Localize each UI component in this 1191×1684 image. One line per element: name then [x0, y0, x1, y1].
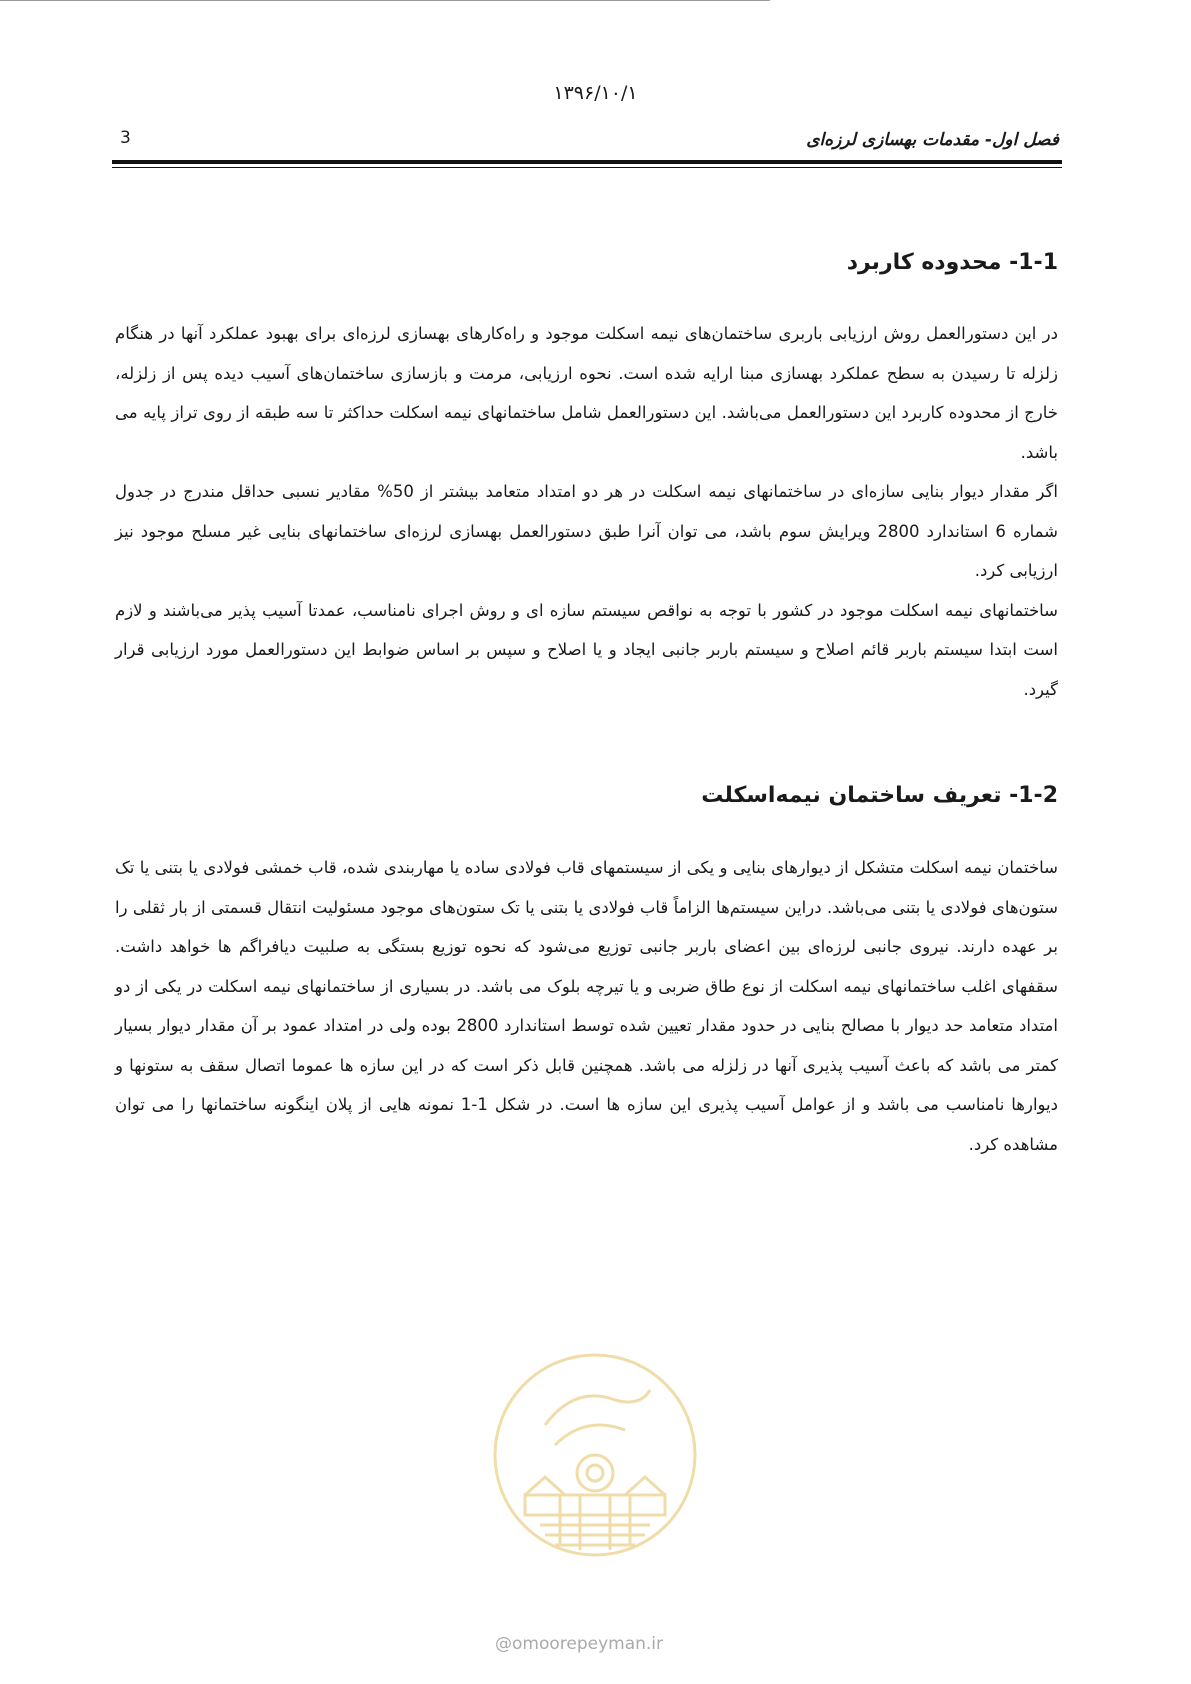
chapter-title: فصل اول- مقدمات بهسازی لرزه‌ای — [806, 130, 1059, 150]
paragraph: در این دستورالعمل روش ارزیابی باربری ساختمان‌های نیمه اسکلت موجود و راه‌کارهای بهسازی لرزه‌ای برای بهبود عملکرد آنها در هنگام زلزله تا رسیدن به سطح عملکرد بهسازی مبنا ارایه شده است. نحوه ارزیابی، مرمت و بازسازی ساختمان‌های آسیب دیده پس از زلزله، خارج از محدوده کاربرد این دستورالعمل می‌باشد. این دستورالعمل شامل ساختمانهای نیمه اسکلت حداکثر تا سه طبقه از روی تراز پایه می باشد. — [115, 324, 1058, 462]
page-number: 3 — [120, 128, 131, 148]
document-date: ۱۳۹۶/۱۰/۱ — [553, 82, 638, 104]
header-rule-thick — [112, 160, 1062, 164]
section-body-scope — [115, 314, 1058, 709]
section-body-definition — [115, 848, 1058, 1164]
watermark-site: @omoorepeyman.ir — [495, 1634, 664, 1654]
paragraph: ساختمان نیمه اسکلت متشکل از دیوارهای بنایی و یکی از سیستمهای قاب فولادی ساده یا مهاربندی شده، قاب خمشی فولادی یا بتنی یا تک ستون‌های فولادی یا بتنی می‌باشد. دراین سیستم‌ها الزاماً قاب فولادی یا بتنی یا تک ستون‌های موجود مسئولیت انتقال قسمتی از بار ثقلی را بر عهده دارند. نیروی جانبی لرزه‌ای بین اعضای باربر جانبی توزیع می‌شود که نحوه توزیع بستگی به صلبیت دیافراگم ها خواهد داشت. سقفهای اغلب ساختمانهای نیمه اسکلت از نوع طاق ضربی و یا تیرچه بلوک می باشد. در بسیاری از ساختمانهای نیمه اسکلت در یکی از دو امتداد متعامد حد دیوار با مصالح بنایی در حدود مقدار تعیین شده توسط استاندارد 2800 بوده ولی در امتداد عمود بر آن مقدار دیوار بسیار کمتر می باشد که باعث آسیب پذیری آنها در زلزله می باشد. همچنین قابل ذکر است که در این سازه ها عموما اتصال سقف به ستونها و دیوارها نامناسب می باشد و از عوامل آسیب پذیری این سازه ها است. در شکل 1-1 نمونه هایی از پلان اینگونه ساختمانها را می توان مشاهده کرد. — [115, 858, 1058, 1154]
watermark-seal-icon — [485, 1345, 705, 1565]
section-heading-definition: 1-2- تعریف ساختمان نیمه‌اسکلت — [701, 783, 1058, 808]
section-heading-scope: 1-1- محدوده کاربرد — [846, 250, 1058, 275]
paragraph: ساختمانهای نیمه اسکلت موجود در کشور با توجه به نواقص سیستم سازه ای و روش اجرای نامناسب، عمدتا آسیب پذیر می‌باشند و لازم است ابتدا سیستم باربر قائم اصلاح و سیستم باربر جانبی ایجاد و یا اصلاح و سپس بر اساس ضوابط این دستورالعمل مورد ارزیابی قرار گیرد. — [115, 600, 1058, 699]
top-border-line — [0, 0, 770, 1]
header-rule-thin — [112, 167, 1062, 168]
paragraph: اگر مقدار دیوار بنایی سازه‌ای در ساختمانهای نیمه اسکلت در هر دو امتداد متعامد بیشتر از 50% مقادیر نسبی حداقل مندرج در جدول شماره 6 استاندارد 2800 ویرایش سوم باشد، می توان آنرا طبق دستورالعمل بهسازی لرزه‌ای ساختمانهای بنایی غیر مسلح موجود نیز ارزیابی کرد. — [115, 482, 1059, 580]
